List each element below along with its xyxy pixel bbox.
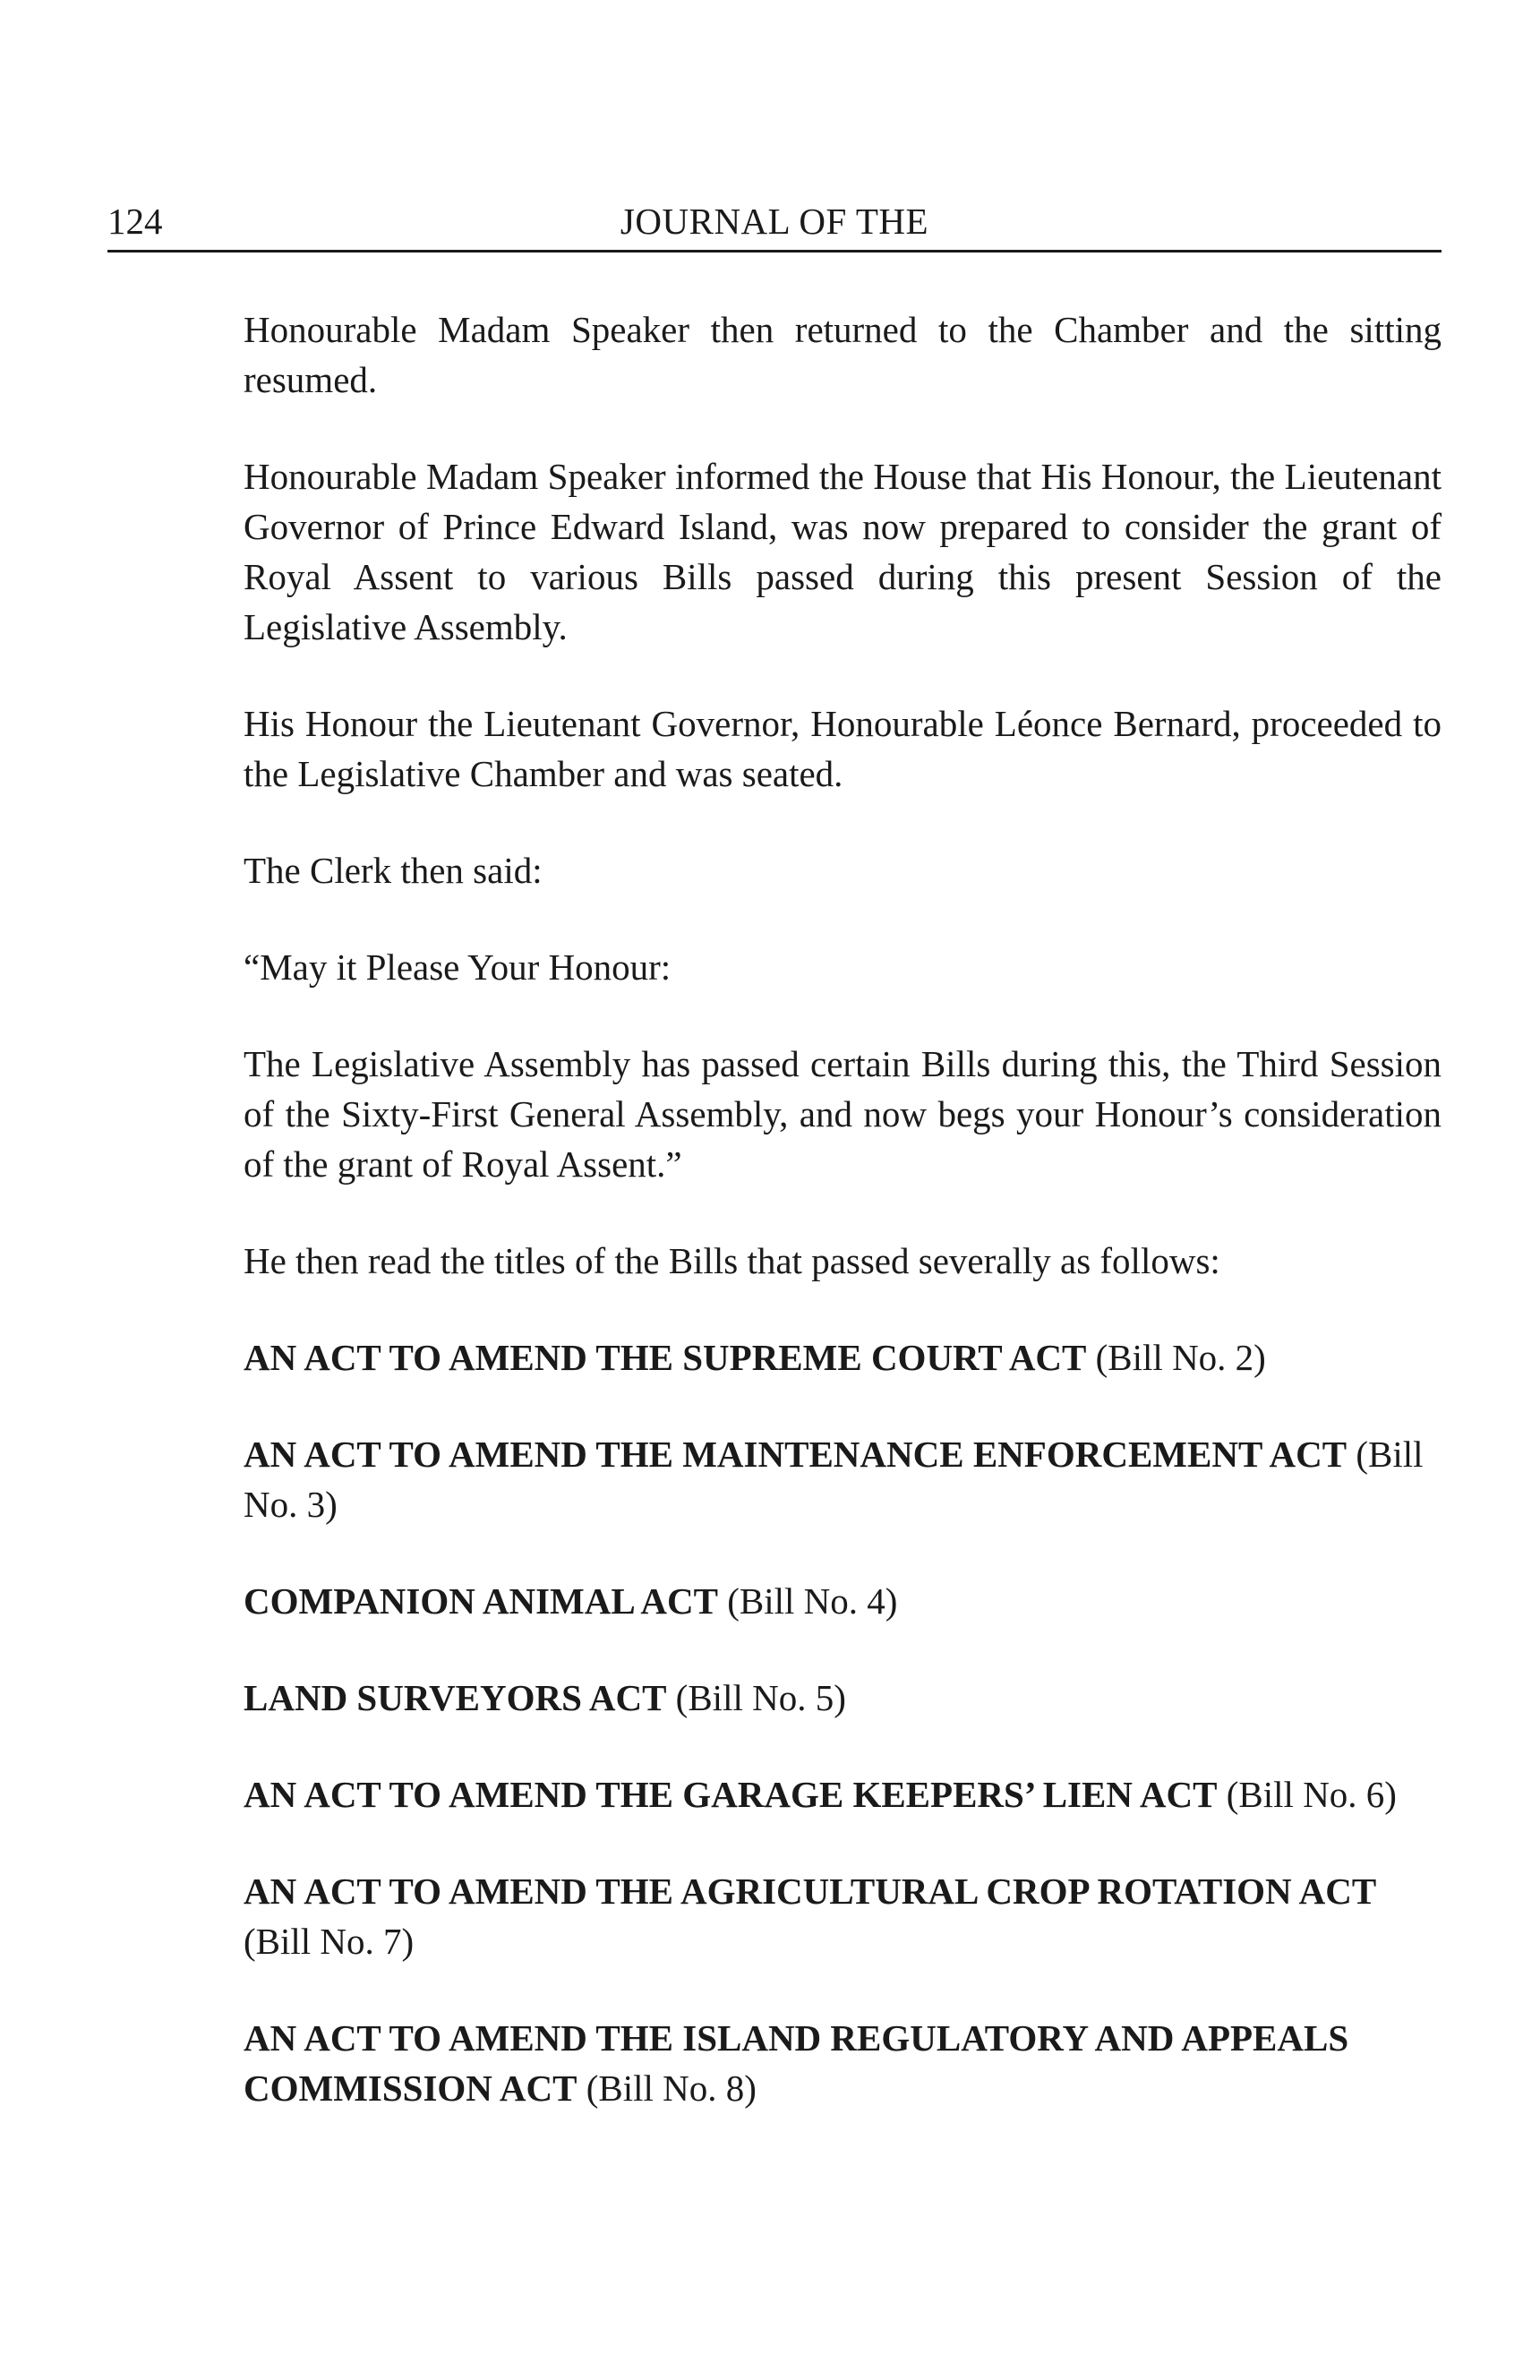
- bill-title: COMPANION ANIMAL ACT: [244, 1580, 718, 1622]
- page-number: 124: [107, 201, 163, 242]
- bill-title: LAND SURVEYORS ACT: [244, 1677, 667, 1718]
- bill-title: AN ACT TO AMEND THE SUPREME COURT ACT: [244, 1337, 1087, 1378]
- paragraph-governor-seated: His Honour the Lieutenant Governor, Honourable Léonce Bernard, proceeded to the Legislative Chamber and was seated.: [244, 703, 1442, 794]
- bill-number: (Bill No. 5): [675, 1677, 846, 1718]
- paragraph-bills-passed: The Legislative Assembly has passed certain Bills during this, the Third Session of the Sixty-First General Assembly, and now begs your Honour’s consideration of the grant of Royal Assent.”: [244, 1043, 1442, 1185]
- paragraph-royal-assent-notice: Honourable Madam Speaker informed the House that His Honour, the Lieutenant Governor of Prince Edward Island, was now prepared to consider the grant of Royal Assent to various Bills passed during this present Session of the Legislative Assembly.: [244, 456, 1442, 647]
- bill-number: (Bill No. 6): [1226, 1774, 1397, 1815]
- bill-title: AN ACT TO AMEND THE GARAGE KEEPERS’ LIEN ACT: [244, 1774, 1218, 1815]
- bill-entry: [244, 1769, 1442, 1819]
- running-head: JOURNAL OF THE: [620, 201, 929, 242]
- bill-entry: [244, 1332, 1442, 1383]
- bill-title: AN ACT TO AMEND THE ISLAND REGULATORY AND APPEALS COMMISSION ACT: [244, 2017, 1349, 2109]
- paragraph-address: “May it Please Your Honour:: [244, 946, 672, 988]
- bill-entry: [244, 1673, 1442, 1723]
- bill-entry: [244, 2013, 1442, 2113]
- bill-number: (Bill No. 8): [586, 2068, 757, 2109]
- journal-body: [244, 304, 1442, 2160]
- bill-entry: [244, 1429, 1442, 1529]
- bill-number: (Bill No. 2): [1095, 1337, 1266, 1378]
- paragraph-sitting-resumed: Honourable Madam Speaker then returned to the Chamber and the sitting resumed.: [244, 309, 1442, 400]
- bill-number: (Bill No. 3): [244, 1434, 1424, 1525]
- header-rule: [107, 250, 1442, 253]
- bill-title: AN ACT TO AMEND THE MAINTENANCE ENFORCEMENT ACT: [244, 1434, 1348, 1475]
- bill-entry: [244, 1866, 1442, 1966]
- paragraph-clerk-said: The Clerk then said:: [244, 850, 543, 891]
- bill-number: (Bill No. 4): [727, 1580, 898, 1622]
- page-header: [107, 199, 1442, 244]
- bill-entry: [244, 1576, 1442, 1626]
- bill-title: AN ACT TO AMEND THE AGRICULTURAL CROP ROTATION ACT: [244, 1871, 1377, 1912]
- paragraph-read-titles: He then read the titles of the Bills that passed severally as follows:: [244, 1240, 1220, 1281]
- bill-number: (Bill No. 7): [244, 1921, 415, 1962]
